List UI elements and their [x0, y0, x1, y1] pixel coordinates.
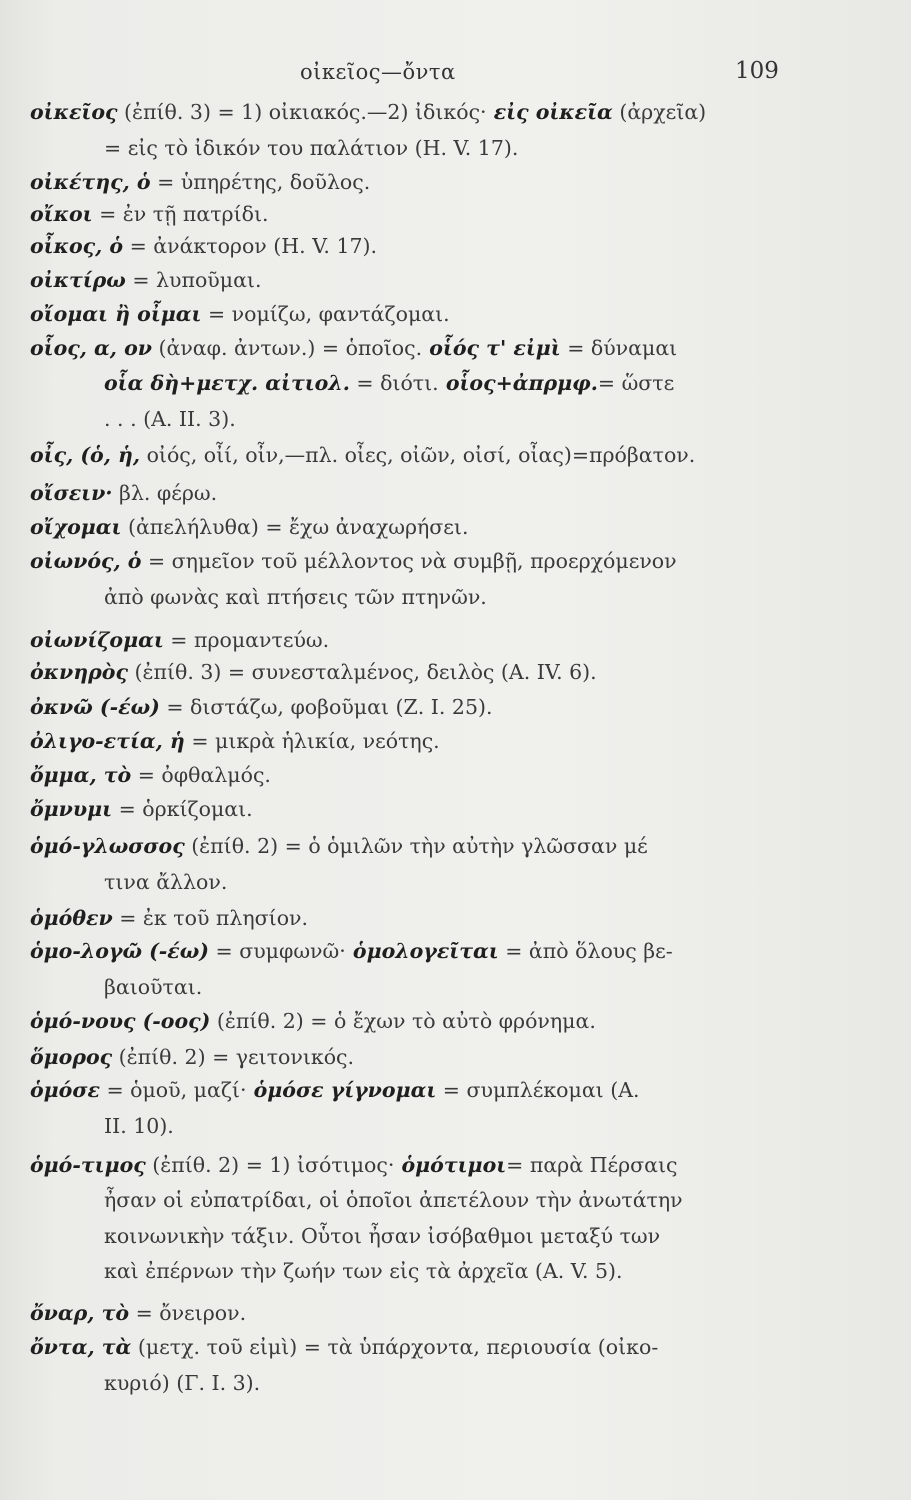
entry-first-line — [30, 727, 440, 755]
headword: ὄμνυμι — [30, 797, 113, 821]
entry-first-line — [30, 479, 217, 507]
definition-text: (ἐπίθ. 3) = 1) οἰκιακός.—2) ἰδικός· — [117, 100, 487, 124]
entry-first-line — [30, 200, 269, 228]
headword: ὁμό-γλωσσος — [30, 834, 185, 858]
entry-first-line — [30, 904, 308, 932]
entry-first-line — [30, 168, 370, 196]
definition-text: κοινωνικὴν τάξιν. Οὗτοι ἦσαν ἰσόβαθμοι μεταξύ των — [104, 1224, 661, 1248]
definition-text: = σημεῖον τοῦ μέλλοντος νὰ συμβῇ, προερχόμενον — [141, 549, 677, 573]
bold-phrase: οἷος+ἀπρμφ. — [438, 371, 598, 395]
entry-first-line — [30, 795, 253, 823]
entry-first-line — [30, 626, 329, 654]
definition-text: = διστάζω, φοβοῦμαι (Ζ. Ι. 25). — [159, 695, 493, 719]
entry-first-line — [30, 1076, 640, 1104]
definition-text: = δύναμαι — [560, 336, 678, 360]
headword: οἰωνός, ὁ — [30, 549, 142, 573]
definition-text: = μικρὰ ἡλικία, νεότης. — [184, 729, 440, 753]
headword: ὄμμα, τὸ — [30, 763, 132, 787]
definition-text: ἀπὸ φωνὰς καὶ πτήσεις τῶν πτηνῶν. — [104, 585, 487, 609]
headword: ὀλιγο-ετία, ἡ — [30, 729, 185, 753]
entry-continuation-line — [104, 1112, 174, 1140]
entry-first-line — [30, 937, 673, 965]
entry-first-line — [30, 761, 271, 789]
entry-first-line — [30, 1007, 596, 1035]
definition-text: (ἐπίθ. 2) = 1) ἰσότιμος· — [145, 1153, 395, 1177]
bold-phrase: ὁμότιμοι — [394, 1153, 507, 1177]
definition-text: ἦσαν οἱ εὐπατρίδαι, οἱ ὁποῖοι ἀπετέλουν τὴν ἀνωτάτην — [104, 1188, 683, 1212]
definition-text: = προμαντεύω. — [163, 628, 330, 652]
definition-text: (ἀπελήλυθα) = ἔχω ἀναχωρήσει. — [121, 515, 469, 539]
definition-text: (ἐπίθ. 2) = ὁ ἔχων τὸ αὐτὸ φρόνημα. — [210, 1009, 596, 1033]
headword: οἴομαι ἢ οἶμαι — [30, 302, 202, 326]
definition-text: = ὀφθαλμός. — [131, 763, 271, 787]
definition-text: (ἐπίθ. 2) = ὁ ὁμιλῶν τὴν αὐτὴν γλῶσσαν μέ — [184, 834, 648, 858]
entry-continuation-line — [104, 868, 227, 896]
definition-text: = ὥστε — [597, 371, 675, 395]
entry-continuation-line — [104, 1369, 260, 1397]
bold-phrase: εἰς οἰκεῖα — [486, 100, 613, 124]
page-number: 109 — [735, 58, 779, 84]
entry-first-line — [30, 300, 450, 328]
headword: ὁμό-νους (-οος) — [30, 1009, 211, 1033]
entry-continuation-line — [104, 973, 202, 1001]
definition-text: = ὄνειρον. — [129, 1301, 247, 1325]
entry-first-line — [30, 693, 493, 721]
entry-first-line — [30, 266, 262, 294]
definition-text: = ἐκ τοῦ πλησίον. — [112, 906, 309, 930]
headword: οἴσειν· — [30, 481, 113, 505]
running-title: οἰκεῖος—ὄντα — [300, 60, 456, 84]
entry-first-line — [30, 513, 468, 541]
headword: οἶς, (ὁ, ἡ, — [30, 443, 141, 467]
entry-continuation-line — [104, 405, 236, 433]
definition-text: ΙΙ. 10). — [104, 1114, 174, 1138]
definition-text: = διότι. — [349, 371, 439, 395]
entry-first-line — [30, 334, 677, 362]
entry-first-line — [30, 832, 648, 860]
entry-first-line — [30, 547, 677, 575]
definition-text: = λυποῦμαι. — [125, 268, 262, 292]
definition-text: = ἐν τῇ πατρίδι. — [92, 202, 269, 226]
definition-text: = ἀπὸ ὅλους βε- — [498, 939, 673, 963]
headword: ὀκνηρὸς — [30, 660, 128, 684]
definition-text: = συμφωνῶ· — [209, 939, 346, 963]
definition-text: = παρὰ Πέρσαις — [506, 1153, 678, 1177]
headword: ὁμόσε — [30, 1078, 100, 1102]
headword: ὄναρ, τὸ — [30, 1301, 130, 1325]
entry-continuation-line — [104, 1257, 623, 1285]
entry-first-line — [30, 232, 377, 260]
definition-text: (ἀρχεῖα) — [612, 100, 707, 124]
entry-first-line — [30, 658, 597, 686]
headword: οἰκέτης, ὁ — [30, 170, 151, 194]
bold-phrase: ὁμολογεῖται — [345, 939, 499, 963]
bold-phrase: ὁμόσε γίγνομαι — [246, 1078, 437, 1102]
definition-text: καὶ ἐπέρνων τὴν ζωήν των εἰς τὰ ἀρχεῖα (Α. V. 5). — [104, 1259, 623, 1283]
headword: οἰωνίζομαι — [30, 628, 164, 652]
headword: οἴκοι — [30, 202, 93, 226]
headword: ὁμο-λογῶ (-έω) — [30, 939, 209, 963]
definition-text: βλ. φέρω. — [112, 481, 218, 505]
definition-text: τινα ἄλλον. — [104, 870, 228, 894]
entry-first-line — [30, 1299, 246, 1327]
headword: ὁμό-τιμος — [30, 1153, 146, 1177]
definition-text: = ὁρκίζομαι. — [112, 797, 253, 821]
definition-text: οἰός, οἶί, οἶν,—πλ. οἶες, οἰῶν, οἰσί, οἶας)=πρόβατον. — [140, 443, 696, 467]
headword: ὅμορος — [30, 1045, 113, 1069]
definition-text: κυριό) (Γ. Ι. 3). — [104, 1371, 261, 1395]
entry-first-line — [30, 1043, 354, 1071]
definition-text: . . . (Α. ΙΙ. 3). — [104, 407, 236, 431]
bold-phrase: οἷα δὴ+μετχ. αἰτιολ. — [104, 371, 350, 395]
entry-first-line — [30, 441, 695, 469]
headword: οἰκεῖος — [30, 100, 118, 124]
headword: οἴχομαι — [30, 515, 122, 539]
definition-text: = συμπλέκομαι (Α. — [436, 1078, 640, 1102]
entry-first-line — [30, 1151, 678, 1179]
headword: ὀκνῶ (-έω) — [30, 695, 160, 719]
definition-text: = ὁμοῦ, μαζί· — [99, 1078, 247, 1102]
headword: ὁμόθεν — [30, 906, 113, 930]
definition-text: (ἐπίθ. 2) = γειτονικός. — [112, 1045, 355, 1069]
definition-text: (ἐπίθ. 3) = συνεσταλμένος, δειλὸς (Α. IV. 6). — [127, 660, 597, 684]
entry-continuation-line — [104, 134, 518, 162]
entry-continuation-line — [104, 1186, 683, 1214]
definition-text: = ἀνάκτορον (Η. V. 17). — [123, 234, 378, 258]
definition-text: = ὑπηρέτης, δοῦλος. — [150, 170, 371, 194]
headword: οἷος, α, ον — [30, 336, 152, 360]
entry-first-line — [30, 1333, 658, 1361]
headword: ὄντα, τὰ — [30, 1335, 132, 1359]
headword: οἰκτίρω — [30, 268, 126, 292]
bold-phrase: οἷός τ' εἰμὶ — [422, 336, 561, 360]
definition-text: = εἰς τὸ ἰδικόν του παλάτιον (Η. V. 17). — [104, 136, 519, 160]
entry-first-line — [30, 98, 706, 126]
definition-text: (μετχ. τοῦ εἰμὶ) = τὰ ὑπάρχοντα, περιουσία (οἰκο- — [131, 1335, 659, 1359]
headword: οἶκος, ὁ — [30, 234, 124, 258]
page-header — [0, 52, 911, 92]
entry-continuation-line — [104, 1222, 660, 1250]
definition-text: = νομίζω, φαντάζομαι. — [201, 302, 450, 326]
definition-text: (ἀναφ. ἀντων.) = ὁποῖος. — [151, 336, 423, 360]
entry-continuation-line — [104, 583, 487, 611]
definition-text: βαιοῦται. — [104, 975, 203, 999]
entry-continuation-line — [104, 369, 674, 397]
